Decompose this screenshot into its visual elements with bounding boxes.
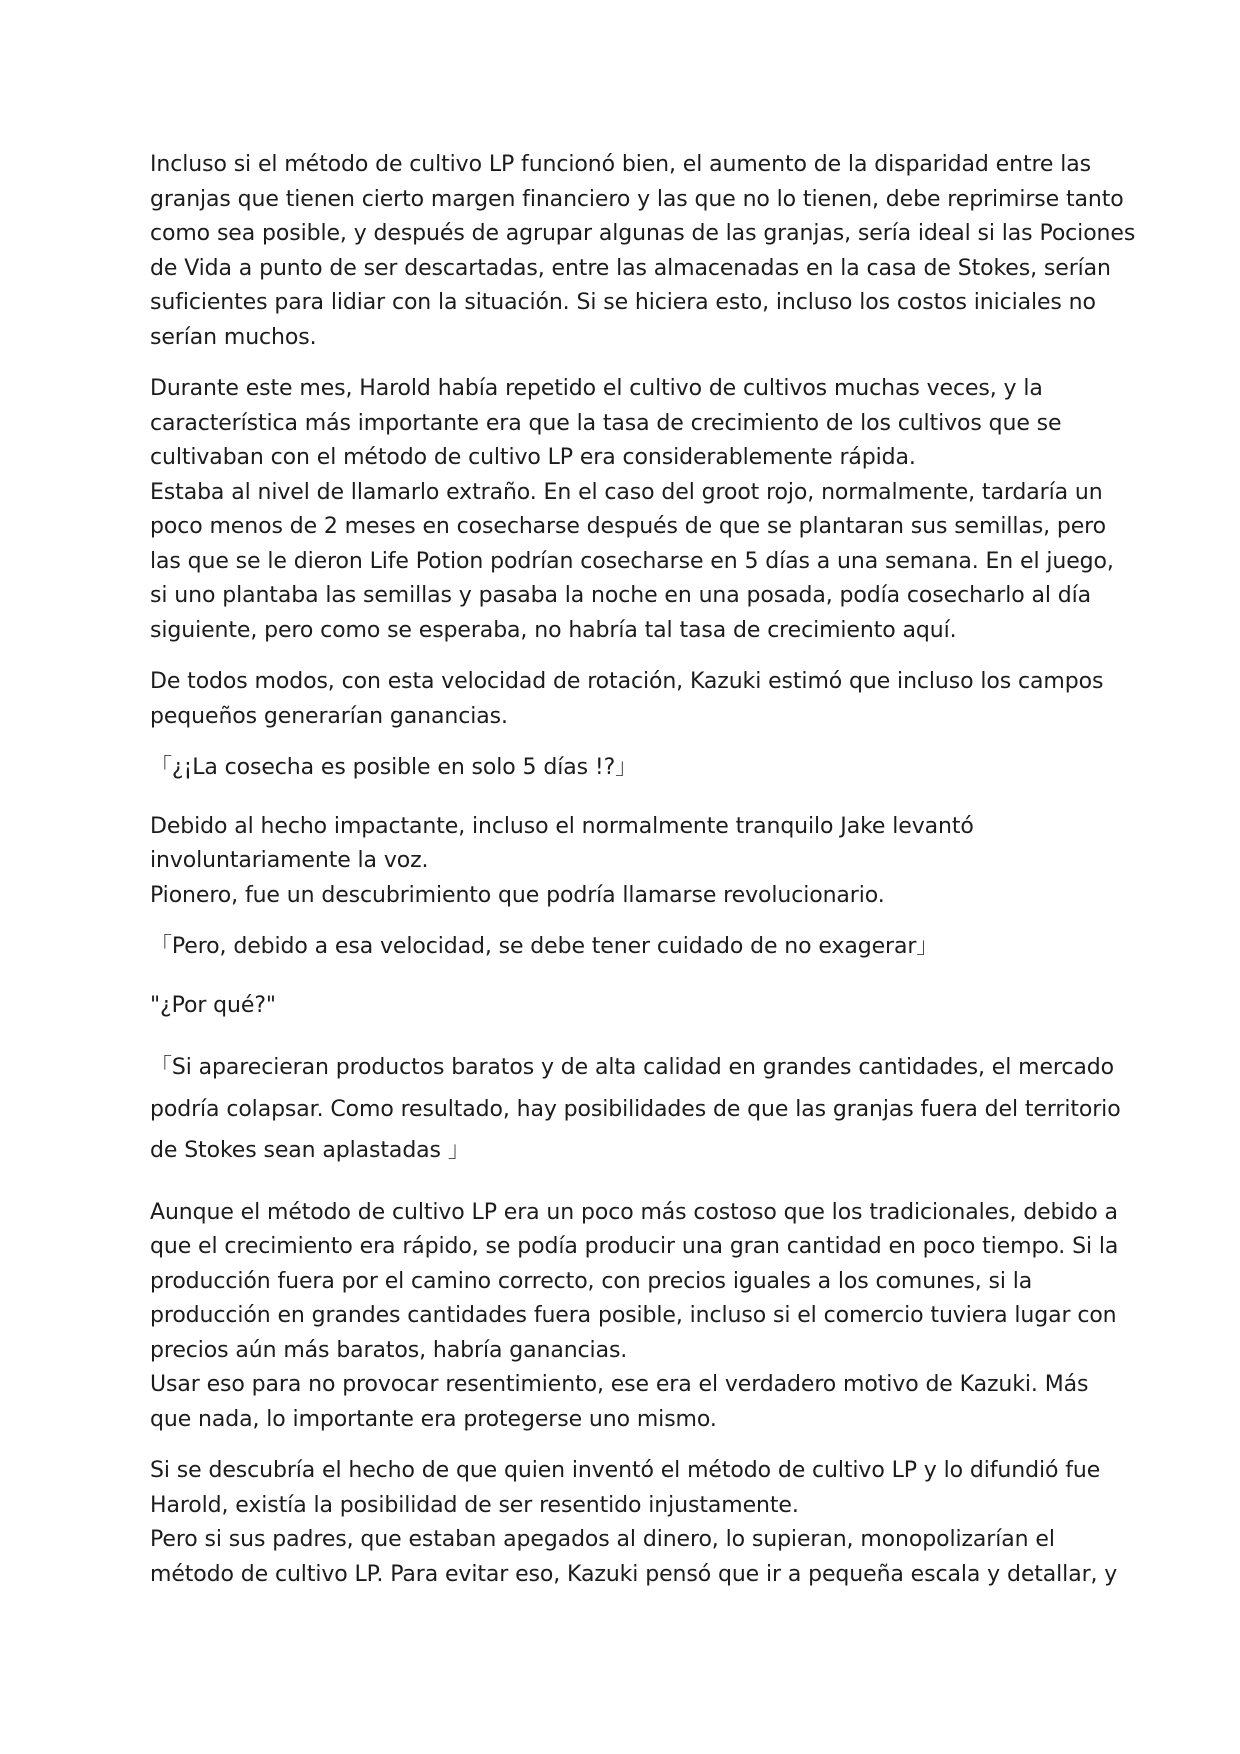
dialog-line-3: "¿Por qué?" [150,992,276,1018]
text-line: serían muchos. [150,324,317,350]
text-line: granjas que tienen cierto margen financiero y las que no lo tienen, debe reprimirse tanto [150,186,1124,212]
text-line: Pionero, fue un descubrimiento que podría llamarse revolucionario. [150,882,885,908]
text-line: Debido al hecho impactante, incluso el normalmente tranquilo Jake levantó [150,813,974,839]
text-line: siguiente, pero como se esperaba, no habría tal tasa de crecimiento aquí. [150,617,957,643]
text-line: que nada, lo importante era protegerse uno mismo. [150,1406,717,1432]
text-line: poco menos de 2 meses en cosecharse después de que se plantaran sus semillas, pero [150,514,1107,539]
text-line: precios aún más baratos, habría ganancias. [150,1337,628,1363]
dialog-block-4 [150,1047,1121,1172]
dialog-line-2: 「Pero, debido a esa velocidad, se debe tener cuidado de no exagerar」 [150,934,939,959]
paragraph-3 [150,665,1104,734]
text-line: Estaba al nivel de llamarlo extraño. En el caso del groot rojo, normalmente, tardaría un [150,479,1103,505]
text-line: Si se descubría el hecho de que quien inventó el método de cultivo LP y lo difundió fue [150,1458,1101,1483]
paragraph-5 [150,1196,1119,1438]
text-line: pequeños generarían ganancias. [150,703,508,729]
text-line: Aunque el método de cultivo LP era un poco más costoso que los tradicionales, debido a [150,1199,1118,1225]
text-line: 「Si aparecieran productos baratos y de alta calidad en grandes cantidades, el mercado [150,1055,1114,1080]
text-line: si uno plantaba las semillas y pasaba la noche en una posada, podía cosecharlo al día [150,583,1092,608]
text-line: podría colapsar. Como resultado, hay posibilidades de que las granjas fuera del territorio [150,1096,1121,1122]
text-line: método de cultivo LP. Para evitar eso, Kazuki pensó que ir a pequeña escala y detallar, y [150,1561,1118,1587]
text-line: característica más importante era que la tasa de crecimiento de los cultivos que se [150,410,1062,436]
text-line: De todos modos, con esta velocidad de rotación, Kazuki estimó que incluso los campos [150,669,1104,694]
paragraph-1 [150,148,1136,355]
text-line: Incluso si el método de cultivo LP funcionó bien, el aumento de la disparidad entre las [150,152,1092,177]
text-line: Harold, existía la posibilidad de ser resentido injustamente. [150,1492,799,1518]
text-line: que el crecimiento era rápido, se podía producir una gran cantidad en poco tiempo. Si la [150,1234,1119,1259]
text-line: de Stokes sean aplastadas 」 [150,1138,470,1163]
text-line: de Vida a punto de ser descartadas, entre las almacenadas en la casa de Stokes, serían [150,255,1111,281]
text-line: Usar eso para no provocar resentimiento, ese era el verdadero motivo de Kazuki. Más [150,1372,1089,1397]
text-line: como sea posible, y después de agrupar algunas de las granjas, sería ideal si las Pociones [150,221,1136,246]
text-line: producción en grandes cantidades fuera posible, incluso si el comercio tuviera lugar con [150,1303,1117,1328]
text-line: suficientes para lidiar con la situación. Si se hiciera esto, incluso los costos iniciales no [150,290,1096,315]
text-line: involuntariamente la voz. [150,848,429,873]
paragraph-6 [150,1454,1118,1592]
text-line: las que se le dieron Life Potion podrían cosecharse en 5 días a una semana. En el juego, [150,548,1114,574]
text-line: producción fuera por el camino correcto, con precios iguales a los comunes, si la [150,1268,1033,1294]
paragraph-4 [150,810,1096,914]
text-line: cultivaban con el método de cultivo LP era considerablemente rápida. [150,445,916,470]
document-body [150,148,1136,1609]
text-line: Durante este mes, Harold había repetido el cultivo de cultivos muchas veces, y la [150,376,1043,401]
text-line: Pero si sus padres, que estaban apegados al dinero, lo supieran, monopolizarían el [150,1527,1055,1552]
dialog-line-1: 「¿¡La cosecha es posible en solo 5 días !?」 [150,755,638,780]
paragraph-2 [150,372,1114,648]
